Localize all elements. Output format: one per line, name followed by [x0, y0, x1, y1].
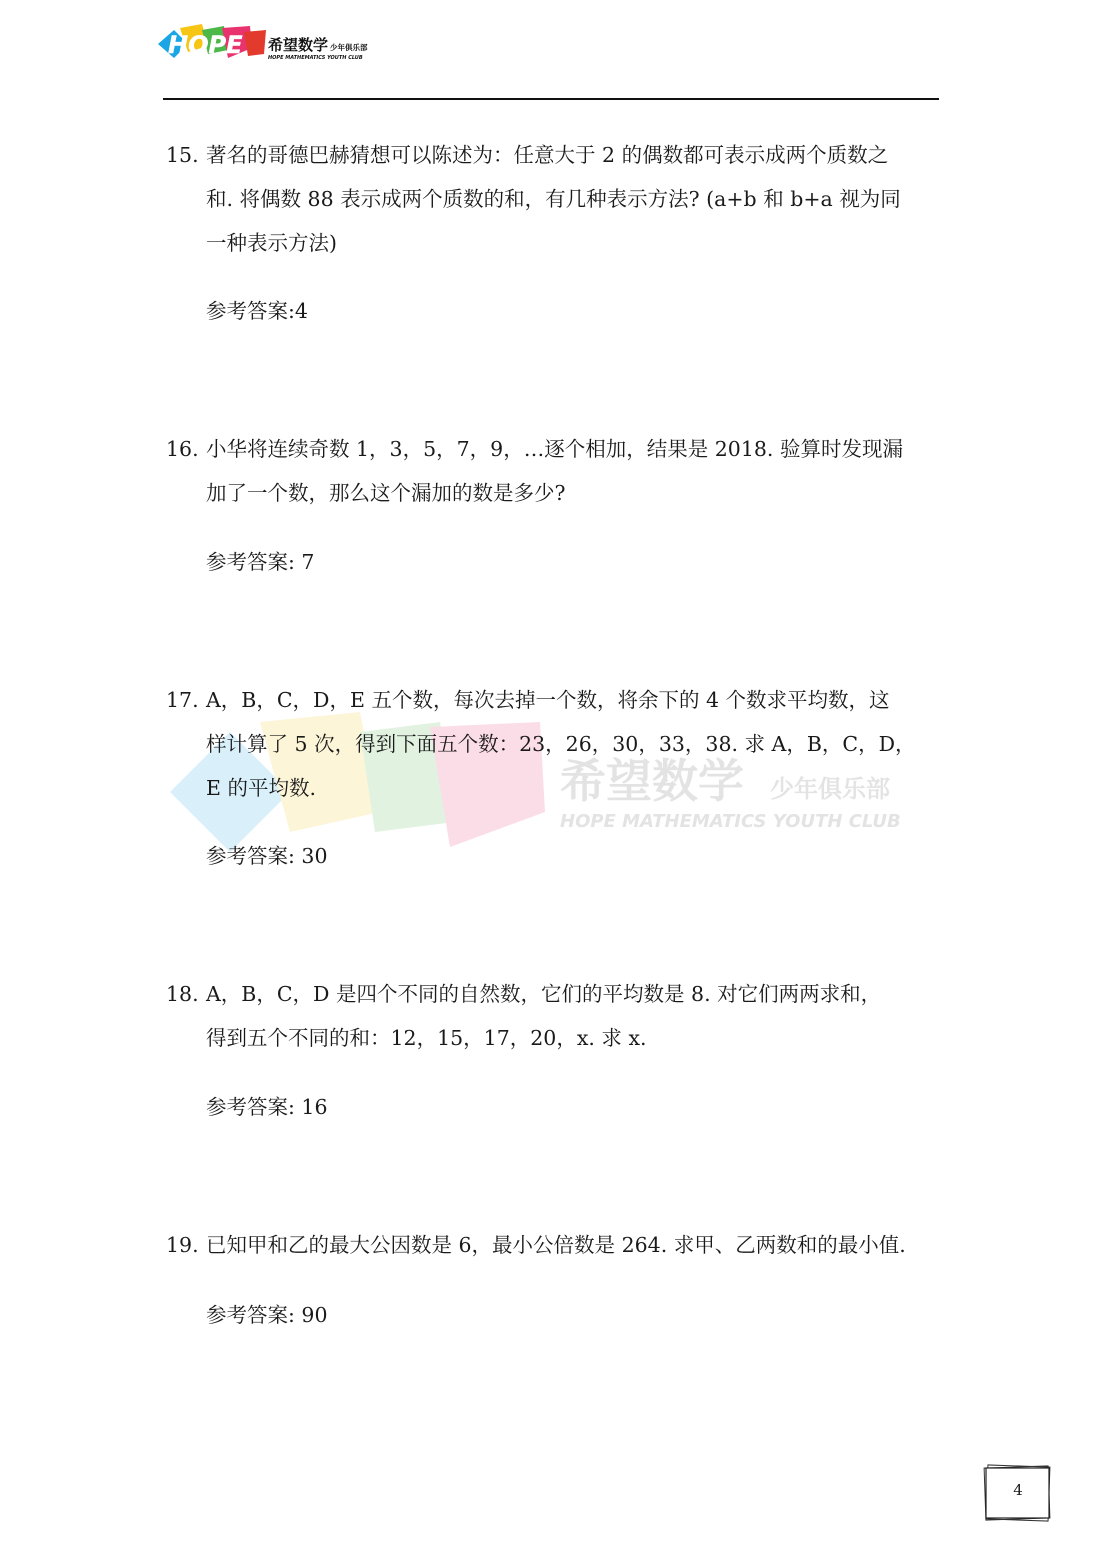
question-18	[166, 972, 946, 1060]
page-number: 4	[1013, 1481, 1023, 1499]
watermark-brand-cn: 希望数学	[560, 754, 744, 808]
question-16	[166, 427, 946, 515]
question-text	[206, 678, 936, 810]
question-19	[166, 1223, 946, 1267]
watermark-brand-cn-small: 少年俱乐部	[770, 775, 890, 803]
question-line: 得到五个不同的和：12，15，17，20，x. 求 x.	[206, 1026, 647, 1050]
header-divider	[163, 98, 939, 100]
question-line: A，B，C，D 是四个不同的自然数，它们的平均数是 8. 对它们两两求和，	[206, 982, 882, 1006]
logo-brand-cn-small: 少年俱乐部	[330, 43, 368, 52]
question-number: 18.	[166, 982, 199, 1006]
page-number-box	[983, 1464, 1053, 1522]
answer-19: 参考答案: 90	[206, 1303, 328, 1327]
logo-brand-en: HOPE MATHEMATICS YOUTH CLUB	[268, 55, 363, 61]
question-text	[206, 427, 936, 515]
watermark-brand-en: HOPE MATHEMATICS YOUTH CLUB	[560, 811, 901, 832]
question-line: 加了一个数，那么这个漏加的数是多少?	[206, 481, 566, 505]
answer-18: 参考答案: 16	[206, 1095, 328, 1119]
question-line: 样计算了 5 次，得到下面五个数：23，26，30，33，38. 求 A，B，C，D，	[206, 732, 916, 756]
question-text	[206, 1223, 936, 1267]
question-line: 一种表示方法)	[206, 231, 337, 255]
question-line: 小华将连续奇数 1，3，5，7，9，…逐个相加，结果是 2018. 验算时发现漏	[206, 437, 903, 461]
logo-word: HOPE	[168, 31, 243, 59]
answer-16: 参考答案: 7	[206, 550, 315, 574]
question-text	[206, 972, 936, 1060]
hope-logo	[158, 20, 378, 70]
logo-brand-cn: 希望数学	[268, 36, 329, 54]
question-line: 著名的哥德巴赫猜想可以陈述为：任意大于 2 的偶数都可表示成两个质数之	[206, 143, 889, 167]
question-15	[166, 133, 946, 265]
question-number: 17.	[166, 688, 199, 712]
question-line: A，B，C，D，E 五个数，每次去掉一个数，将余下的 4 个数求平均数，这	[206, 688, 890, 712]
question-number: 19.	[166, 1233, 199, 1257]
answer-15: 参考答案:4	[206, 299, 308, 323]
question-line: E 的平均数.	[206, 776, 316, 800]
question-line: 和. 将偶数 88 表示成两个质数的和，有几种表示方法? (a+b 和 b+a 视为同	[206, 187, 901, 211]
answer-17: 参考答案: 30	[206, 844, 328, 868]
question-17	[166, 678, 946, 810]
question-number: 15.	[166, 143, 199, 167]
question-text	[206, 133, 936, 265]
question-line: 已知甲和乙的最大公因数是 6，最小公倍数是 264. 求甲、乙两数和的最小值.	[206, 1233, 906, 1257]
question-number: 16.	[166, 437, 199, 461]
